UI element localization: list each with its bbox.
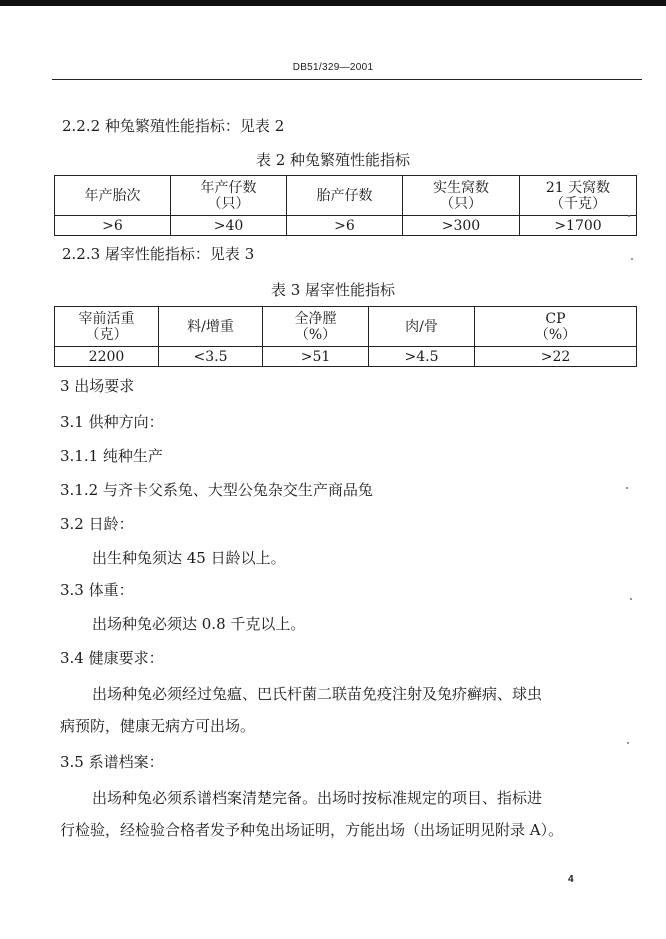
section-3-5: 3.5 系谱档案：	[60, 753, 164, 771]
header-line: CP	[545, 310, 566, 327]
header-unit: （%）	[534, 326, 577, 343]
table-2-caption: 表 2 种兔繁殖性能指标	[255, 151, 411, 169]
section-2-2-2: 2.2.2 种兔繁殖性能指标：见表 2	[62, 117, 285, 135]
header-cell	[159, 307, 263, 347]
section-3-1: 3.1 供种方向：	[60, 413, 164, 431]
table-2	[54, 175, 637, 236]
table-row	[55, 347, 637, 367]
section-3-1-2: 3.1.2 与齐卡父系兔、大型公兔杂交生产商品兔	[60, 481, 373, 499]
header-line: 21 天窝数	[545, 179, 611, 196]
header-line: 年产胎次	[84, 187, 141, 204]
section-3-5-text-line1: 出场种兔必须系谱档案清楚完备。出场时按标准规定的项目、指标进	[92, 789, 543, 807]
scan-speck	[631, 258, 633, 260]
header-cell	[475, 307, 637, 347]
document-code: DB51/329—2001	[292, 62, 374, 73]
header-line: 肉/骨	[405, 318, 438, 335]
table-3-caption: 表 3 屠宰性能指标	[270, 281, 396, 299]
table-cell: >40	[171, 216, 287, 236]
header-unit: （只）	[440, 195, 482, 212]
header-unit: （千克）	[550, 195, 606, 212]
header-cell	[171, 176, 287, 216]
section-2-2-3: 2.2.3 屠宰性能指标：见表 3	[62, 245, 255, 263]
header-unit: （克）	[85, 326, 128, 343]
header-cell	[520, 176, 637, 216]
table-cell: >6	[55, 216, 171, 236]
header-unit: （只）	[207, 195, 250, 212]
header-unit: （%）	[294, 326, 337, 343]
header-cell	[263, 307, 369, 347]
section-3-1-1: 3.1.1 纯种生产	[60, 447, 163, 465]
header-cell	[369, 307, 475, 347]
header-line: 全净膛	[294, 310, 337, 327]
header-line: 年产仔数	[200, 179, 257, 196]
table-cell: >51	[263, 347, 369, 367]
header-cell	[55, 176, 171, 216]
header-line: 胎产仔数	[316, 187, 373, 204]
scan-top-border	[0, 0, 666, 6]
header-line: 宰前活重	[78, 310, 135, 327]
table-row	[55, 216, 637, 236]
header-line: 料/增重	[187, 318, 234, 335]
table-header-row	[55, 176, 637, 216]
section-3-2-text: 出生种兔须达 45 日龄以上。	[92, 549, 286, 567]
section-3-4-text-line2: 病预防，健康无病方可出场。	[60, 717, 256, 735]
section-3-3-text: 出场种兔必须达 0.8 千克以上。	[92, 615, 306, 633]
scan-speck	[630, 598, 632, 600]
section-3-heading: 3 出场要求	[60, 377, 135, 395]
scan-speck	[626, 487, 628, 489]
table-cell: >22	[475, 347, 637, 367]
table-cell: 2200	[55, 347, 159, 367]
scan-speck	[627, 742, 629, 744]
table-cell: >4.5	[369, 347, 475, 367]
table-cell: >1700	[520, 216, 637, 236]
scan-speck	[628, 215, 630, 217]
section-3-4: 3.4 健康要求：	[60, 649, 164, 667]
section-3-2: 3.2 日龄：	[60, 515, 134, 533]
section-3-3: 3.3 体重：	[60, 581, 134, 599]
section-3-4-text-line1: 出场种兔必须经过兔瘟、巴氏杆菌二联苗免疫注射及兔疥癣病、球虫	[92, 685, 543, 703]
table-cell: >300	[403, 216, 520, 236]
table-cell: >6	[287, 216, 403, 236]
table-3	[54, 306, 637, 367]
header-cell	[403, 176, 520, 216]
header-line: 实生窝数	[433, 179, 489, 196]
header-cell	[287, 176, 403, 216]
section-3-5-text-line2: 行检验，经检验合格者发予种兔出场证明，方能出场（出场证明见附录 A）。	[60, 821, 564, 839]
table-cell: <3.5	[159, 347, 263, 367]
header-rule	[52, 79, 642, 80]
table-header-row	[55, 307, 637, 347]
page-number: 4	[568, 874, 574, 885]
header-cell	[55, 307, 159, 347]
